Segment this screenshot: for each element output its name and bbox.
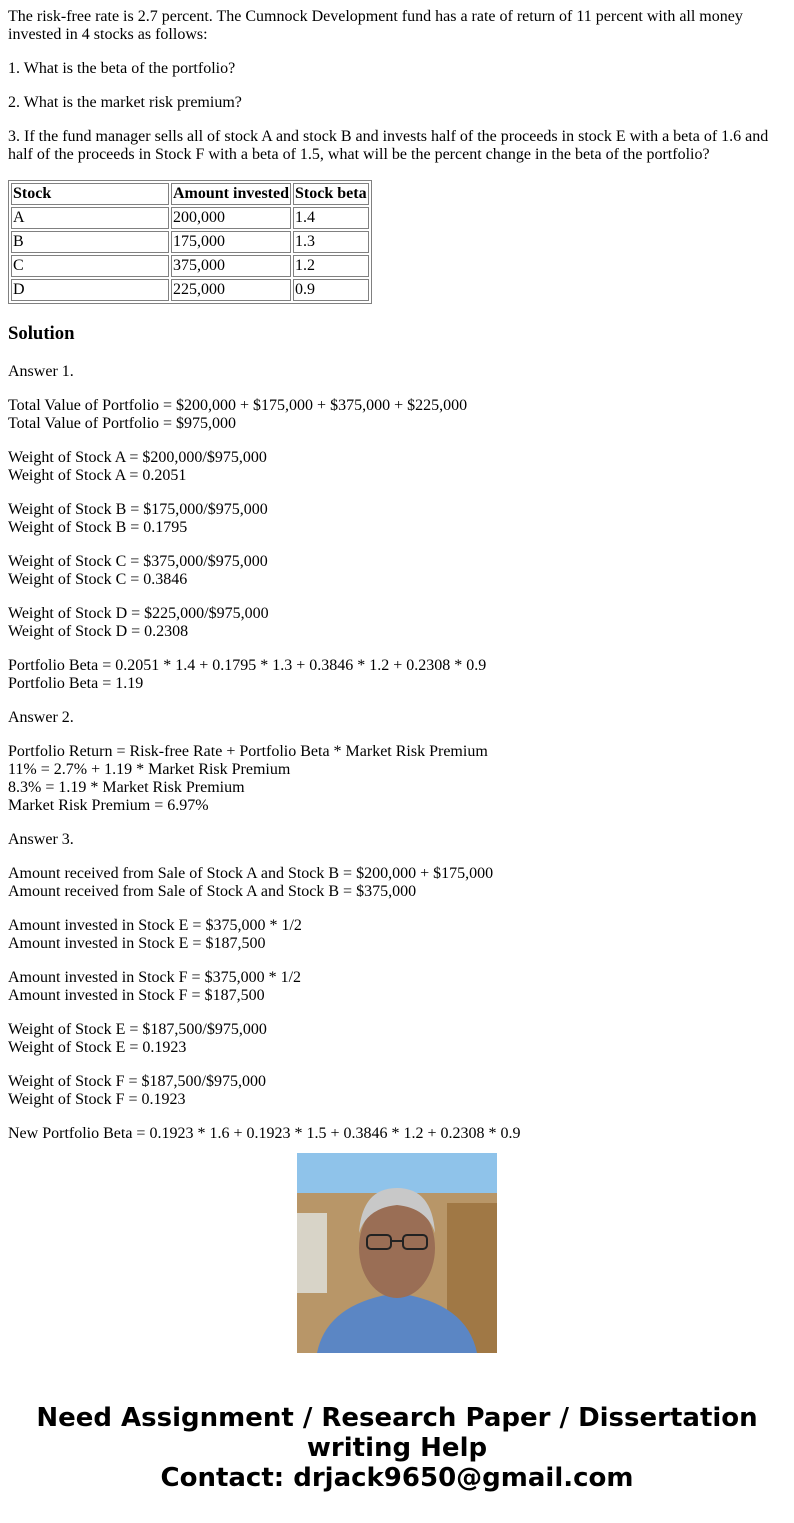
solution-line: Weight of Stock D = 0.2308 [8, 623, 189, 640]
solution-paragraph [8, 553, 786, 589]
solution-line: Weight of Stock A = 0.2051 [8, 467, 187, 484]
solution-line: Amount invested in Stock F = $375,000 * 1/2 [8, 969, 302, 986]
header-beta: Stock beta [293, 183, 369, 205]
header-stock: Stock [11, 183, 169, 205]
solution-line: Portfolio Beta = 1.19 [8, 675, 144, 692]
banner-line-1: Need Assignment / Research Paper / Dissertation [36, 1403, 758, 1433]
solution-body [8, 363, 786, 1143]
header-amount: Amount invested [171, 183, 291, 205]
cell: 1.2 [293, 255, 369, 277]
solution-line: Amount invested in Stock E = $187,500 [8, 935, 266, 952]
solution-line: Portfolio Return = Risk-free Rate + Portfolio Beta * Market Risk Premium [8, 743, 488, 760]
cell: A [11, 207, 169, 229]
solution-line: Weight of Stock F = 0.1923 [8, 1091, 186, 1108]
solution-paragraph [8, 1125, 786, 1143]
solution-line: Market Risk Premium = 6.97% [8, 797, 209, 814]
cell: 1.4 [293, 207, 369, 229]
solution-line: Total Value of Portfolio = $975,000 [8, 415, 237, 432]
solution-line: 8.3% = 1.19 * Market Risk Premium [8, 779, 245, 796]
solution-paragraph [8, 743, 786, 815]
solution-paragraph [8, 657, 786, 693]
solution-line: Weight of Stock A = $200,000/$975,000 [8, 449, 267, 466]
table-row [11, 255, 369, 277]
cell: 175,000 [171, 231, 291, 253]
cell: 0.9 [293, 279, 369, 301]
table-row [11, 207, 369, 229]
banner-line-2: writing Help [306, 1433, 488, 1463]
solution-paragraph [8, 1073, 786, 1109]
solution-line: Weight of Stock C = 0.3846 [8, 571, 188, 588]
solution-line: Total Value of Portfolio = $200,000 + $175,000 + $375,000 + $225,000 [8, 397, 468, 414]
solution-line: Weight of Stock B = $175,000/$975,000 [8, 501, 268, 518]
solution-line: Weight of Stock F = $187,500/$975,000 [8, 1073, 266, 1090]
solution-line: Amount received from Sale of Stock A and Stock B = $375,000 [8, 883, 417, 900]
question-1: 1. What is the beta of the portfolio? [8, 60, 236, 77]
table-row [11, 231, 369, 253]
solution-paragraph [8, 865, 786, 901]
solution-line: Weight of Stock C = $375,000/$975,000 [8, 553, 268, 570]
solution-line: 11% = 2.7% + 1.19 * Market Risk Premium [8, 761, 291, 778]
solution-line: Weight of Stock B = 0.1795 [8, 519, 188, 536]
solution-paragraph [8, 501, 786, 537]
solution-line: Amount received from Sale of Stock A and Stock B = $200,000 + $175,000 [8, 865, 494, 882]
solution-heading: Solution [8, 323, 75, 344]
contact-banner [0, 1403, 794, 1493]
solution-line: Amount invested in Stock E = $375,000 * 1/2 [8, 917, 302, 934]
solution-line: Amount invested in Stock F = $187,500 [8, 987, 265, 1004]
solution-paragraph [8, 1021, 786, 1057]
solution-line: Answer 3. [8, 831, 74, 848]
solution-line: Weight of Stock D = $225,000/$975,000 [8, 605, 269, 622]
solution-line: Portfolio Beta = 0.2051 * 1.4 + 0.1795 * 1.3 + 0.3846 * 1.2 + 0.2308 * 0.9 [8, 657, 487, 674]
cell: B [11, 231, 169, 253]
author-avatar [297, 1153, 497, 1353]
banner-line-3: Contact: drjack9650@gmail.com [160, 1463, 634, 1493]
solution-line: Weight of Stock E = 0.1923 [8, 1039, 187, 1056]
solution-line: Answer 2. [8, 709, 74, 726]
solution-paragraph [8, 831, 786, 849]
solution-paragraph [8, 449, 786, 485]
cell: 225,000 [171, 279, 291, 301]
solution-paragraph [8, 709, 786, 727]
solution-line: Answer 1. [8, 363, 74, 380]
cell: D [11, 279, 169, 301]
table-header-row [11, 183, 369, 205]
solution-paragraph [8, 397, 786, 433]
question-3: 3. If the fund manager sells all of stock A and stock B and invests half of the proceeds in stock E with a beta of 1.6 and half of the proceeds in Stock F with a beta of 1.5, what will be the percent change in the beta of the portfolio? [8, 128, 769, 163]
solution-paragraph [8, 605, 786, 641]
solution-line: New Portfolio Beta = 0.1923 * 1.6 + 0.1923 * 1.5 + 0.3846 * 1.2 + 0.2308 * 0.9 [8, 1125, 521, 1142]
solution-line: Weight of Stock E = $187,500/$975,000 [8, 1021, 267, 1038]
question-intro: The risk-free rate is 2.7 percent. The Cumnock Development fund has a rate of return of 11 percent with all money invested in 4 stocks as follows: [8, 8, 743, 43]
solution-paragraph [8, 363, 786, 381]
cell: 200,000 [171, 207, 291, 229]
solution-paragraph [8, 969, 786, 1005]
question-2: 2. What is the market risk premium? [8, 94, 242, 111]
cell: 375,000 [171, 255, 291, 277]
cell: 1.3 [293, 231, 369, 253]
stocks-table [8, 180, 372, 304]
cell: C [11, 255, 169, 277]
solution-paragraph [8, 917, 786, 953]
table-row [11, 279, 369, 301]
